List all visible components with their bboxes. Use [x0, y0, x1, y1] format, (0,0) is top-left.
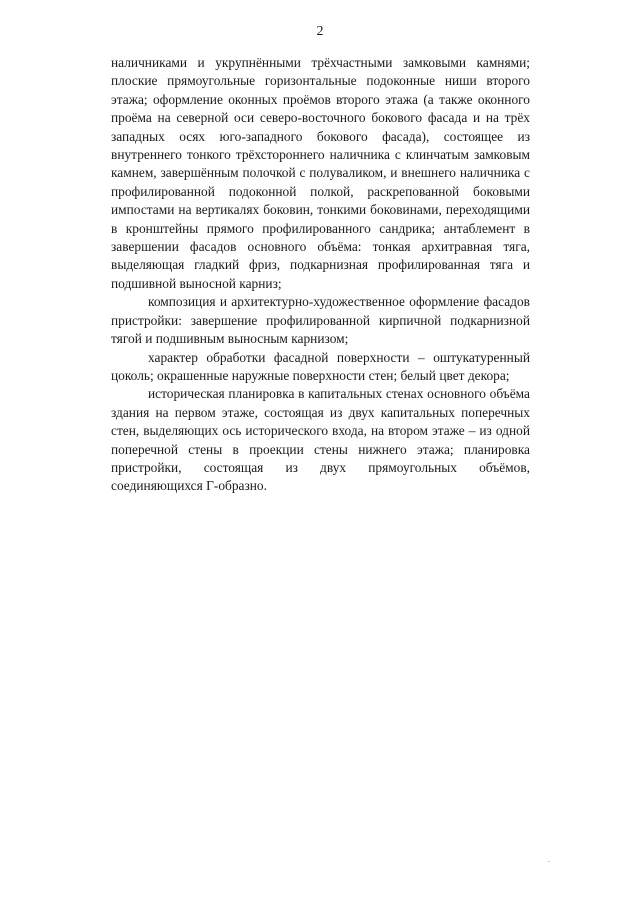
body-text [111, 54, 530, 496]
paragraph-extension-facades: композиция и архитектурно-художественное оформление фасадов пристройки: завершение профилированной кирпичной подкарнизной тягой и подшивным выносным карнизом; [111, 294, 530, 347]
paragraph-continuation: наличниками и укрупнёнными трёхчастными замковыми камнями; плоские прямоугольные горизонтальные подоконные ниши второго этажа; оформление оконных проёмов второго этажа (а также оконного проёма на северной оси северо-восточного бокового фасада и на трёх западных осях юго-западного бокового фасада), состоящее из внутреннего тонкого трёхстороннего наличника с клинчатым замковым камнем, завершённым полочкой с полуваликом, и внешнего наличника с профилированной подоконной полкой, раскрепованной боковыми импостами на вертикалях боковин, тонкими боковинами, переходящими в кронштейны прямого профилированного сандрика; антаблемент в завершении фасадов основного объёма: тонкая архитравная тяга, выделяющая гладкий фриз, подкарнизная профилированная тяга и подшивной выносной карниз; [111, 55, 530, 291]
page-number: 2 [316, 24, 324, 39]
paragraph-facade-surface: характер обработки фасадной поверхности – оштукатуренный цоколь; окрашенные наружные поверхности стен; белый цвет декора; [111, 349, 530, 383]
scan-speck [548, 861, 550, 862]
paragraph-historic-layout: историческая планировка в капитальных стенах основного объёма здания на первом этаже, состоящая из двух капитальных поперечных стен, выделяющих ось исторического входа, на втором этаже – из одной поперечной стены в проекции стены нижнего этажа; планировка пристройки, состоящая из двух прямоугольных объёмов, соединяющихся Г-образно. [111, 386, 530, 494]
